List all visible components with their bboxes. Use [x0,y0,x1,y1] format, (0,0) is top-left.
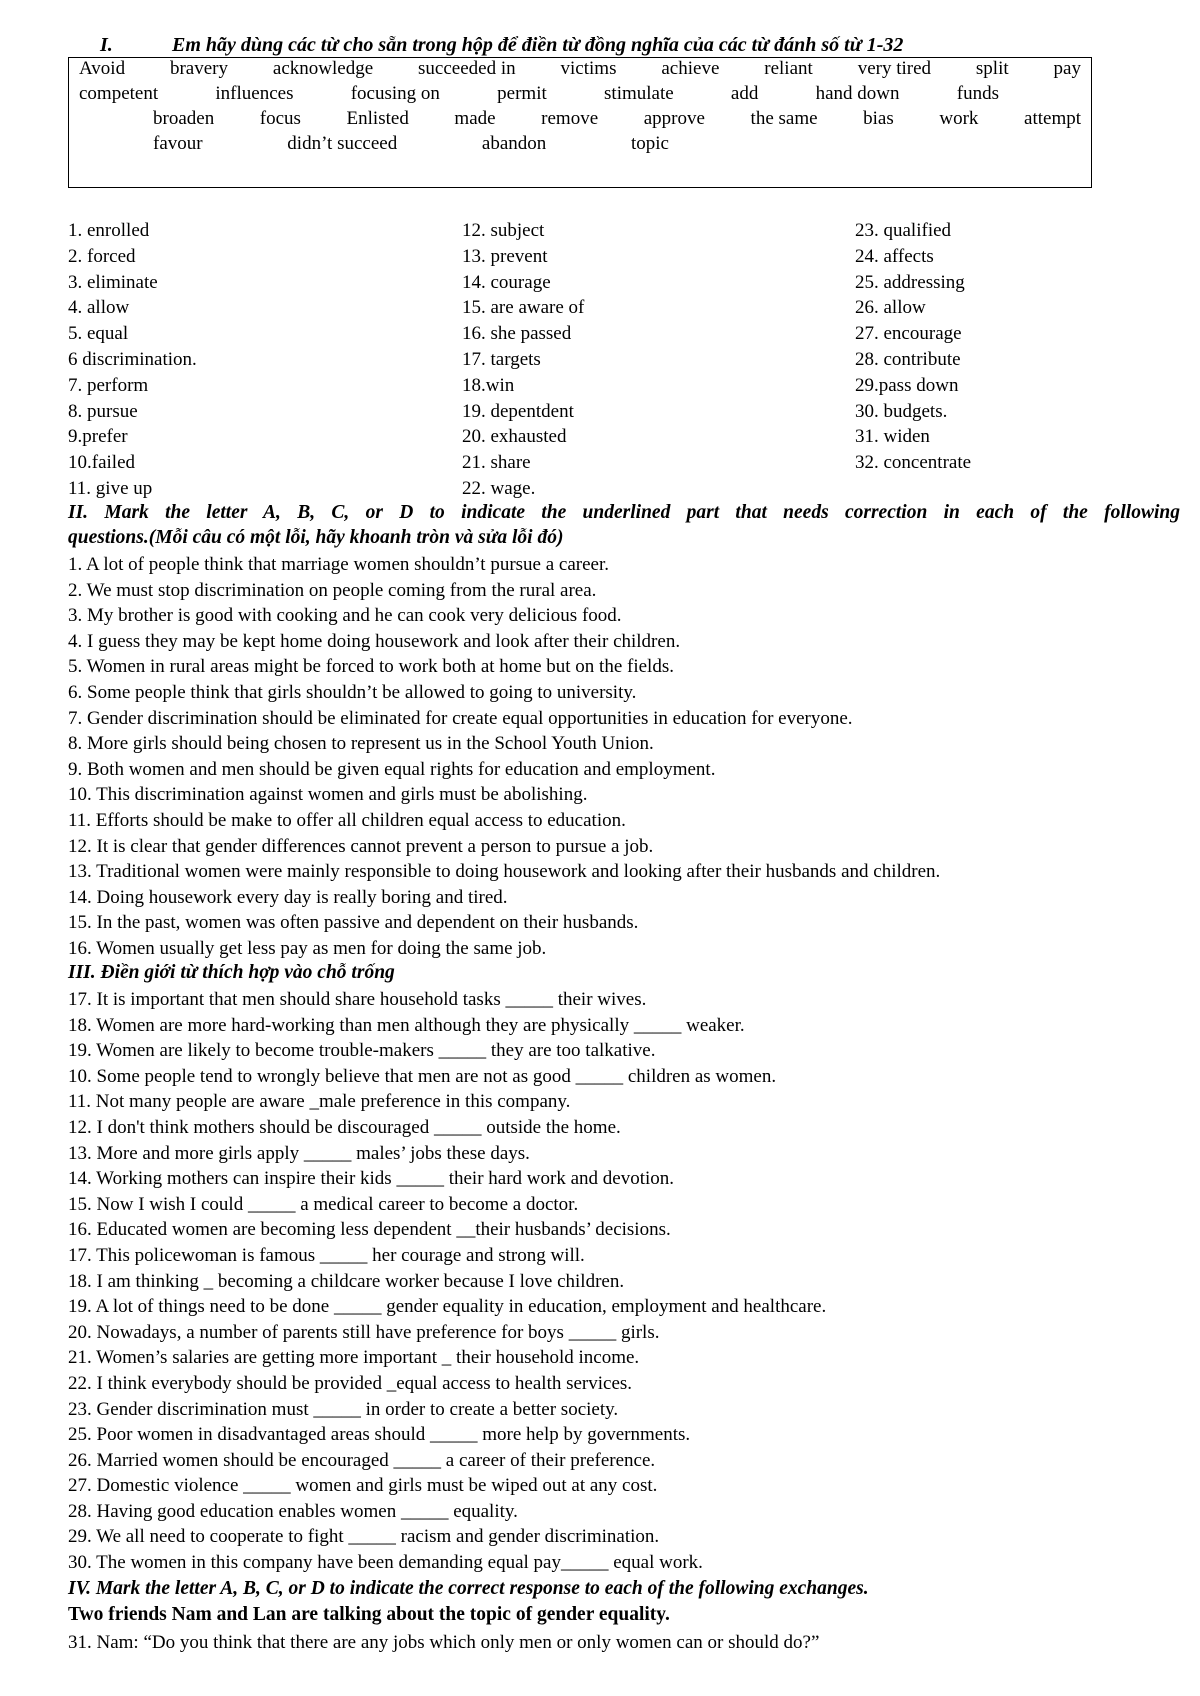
list-item: 2. We must stop discrimination on people coming from the rural area. [68,579,597,601]
list-item: 15. Now I wish I could _____ a medical career to become a doctor. [68,1193,579,1215]
list-item: 9.prefer [68,426,128,448]
list-item: 13. prevent [462,245,548,267]
list-item: 24. affects [855,245,934,267]
word-bank-item: made [454,108,496,129]
list-item: 3. My brother is good with cooking and he can cook very delicious food. [68,605,622,627]
list-item: 19. depentdent [462,400,574,422]
list-item: 23. qualified [855,220,952,241]
synonym-column-1 [68,218,197,502]
list-item: 32. concentrate [855,452,972,474]
list-item: 3. eliminate [68,271,158,293]
list-item: 17. It is important that men should share household tasks _____ their wives. [68,989,647,1010]
list-item: 10. Some people tend to wrongly believe that men are not as good _____ children as women. [68,1065,777,1087]
section-4-subtitle: Two friends Nam and Lan are talking about the topic of gender equality. [68,1604,670,1625]
word-bank-item: succeeded in [418,58,516,79]
section-2-title-line-2: questions.(Mỗi câu có một lỗi, hãy khoanh tròn và sửa lỗi đó) [68,527,564,548]
word-bank-item: abandon [481,133,547,154]
word-bank-item: Avoid [79,58,126,79]
list-item: 12. subject [462,220,545,241]
list-item: 7. perform [68,374,149,396]
list-item: 20. Nowadays, a number of parents still have preference for boys _____ girls. [68,1321,660,1343]
list-item: 11. give up [68,477,153,499]
word-bank-item: funds [956,83,999,104]
section-2-title-line-1: II. Mark the letter A, B, C, or D to indicate the underlined part that needs correction in each of the following [68,502,1180,523]
word-bank-item: split [975,58,1009,79]
section-3-list [68,987,826,1576]
list-item: 13. More and more girls apply _____ males’ jobs these days. [68,1142,530,1164]
word-bank-row-2 [79,83,999,105]
list-item: 16. Educated women are becoming less dependent __their husbands’ decisions. [68,1219,671,1241]
list-item: 20. exhausted [462,426,567,448]
list-item: 16. she passed [462,323,572,345]
word-bank-box [68,57,1092,188]
list-item: 6. Some people think that girls shouldn’t be allowed to going to university. [68,681,637,703]
section-2-list [68,552,940,962]
list-item: 30. budgets. [855,400,948,422]
list-item: 13. Traditional women were mainly responsible to doing housework and looking after their husbands and children. [68,861,941,883]
word-bank-item: work [939,108,979,129]
word-bank-item: Enlisted [346,108,409,129]
list-item: 12. It is clear that gender differences cannot prevent a person to pursue a job. [68,835,654,857]
word-bank-row-3 [153,108,1081,130]
section-4-title: IV. Mark the letter A, B, C, or D to indicate the correct response to each of the following exchanges. [68,1578,869,1599]
word-bank-item: broaden [153,108,215,129]
word-bank-item: pay [1053,58,1081,79]
list-item: 22. wage. [462,477,536,499]
list-item: 25. Poor women in disadvantaged areas should _____ more help by governments. [68,1424,691,1446]
list-item: 27. encourage [855,323,962,345]
list-item: 17. targets [462,348,541,370]
section-1-number: I. [100,34,113,56]
word-bank-item: remove [541,108,599,129]
list-item: 27. Domestic violence _____ women and girls must be wiped out at any cost. [68,1475,658,1497]
list-item: 28. Having good education enables women _____ equality. [68,1500,518,1522]
list-item: 5. Women in rural areas might be forced to work both at home but on the fields. [68,656,674,678]
synonym-column-2 [462,218,584,502]
section-3-title: III. Điền giới từ thích hợp vào chỗ trống [68,962,395,983]
word-bank-item: bravery [169,58,229,79]
list-item: 25. addressing [855,271,965,293]
word-bank-item: achieve [661,58,720,79]
list-item: 6 discrimination. [68,348,197,370]
list-item: 14. Doing housework every day is really boring and tired. [68,886,508,908]
word-bank-item: topic [631,133,669,154]
word-bank-item: the same [750,108,818,129]
word-bank-item: favour [153,133,203,154]
section-1-title [100,34,903,57]
word-bank-item: hand down [815,83,900,104]
list-item: 4. allow [68,297,130,319]
list-item: 11. Not many people are aware _male preference in this company. [68,1091,571,1113]
word-bank-item: very tired [857,58,932,79]
list-item: 31. Nam: “Do you think that there are any jobs which only men or only women can or should do?” [68,1632,820,1653]
word-bank-item: add [730,83,759,104]
list-item: 14. courage [462,271,551,293]
list-item: 1. A lot of people think that marriage women shouldn’t pursue a career. [68,554,610,575]
list-item: 31. widen [855,426,930,448]
list-item: 8. More girls should being chosen to represent us in the School Youth Union. [68,733,654,755]
word-bank-row-1 [79,58,1081,80]
list-item: 14. Working mothers can inspire their kids _____ their hard work and devotion. [68,1168,675,1190]
list-item: 29. We all need to cooperate to fight _____ racism and gender discrimination. [68,1526,660,1548]
list-item: 19. A lot of things need to be done _____ gender equality in education, employment and healthcare. [68,1296,827,1318]
word-bank-item: focusing on [350,83,440,104]
list-item: 15. are aware of [462,297,585,319]
synonym-column-3 [855,218,971,476]
word-bank-item: competent [79,83,159,104]
list-item: 22. I think everybody should be provided _equal access to health services. [68,1372,633,1394]
list-item: 4. I guess they may be kept home doing housework and look after their children. [68,630,681,652]
list-item: 17. This policewoman is famous _____ her courage and strong will. [68,1244,585,1266]
list-item: 15. In the past, women was often passive and dependent on their husbands. [68,912,639,934]
section-1-title-text: Em hãy dùng các từ cho sẵn trong hộp để điền từ đồng nghĩa của các từ đánh số từ 1-32 [172,34,904,56]
list-item: 30. The women in this company have been demanding equal pay_____ equal work. [68,1552,703,1574]
list-item: 12. I don't think mothers should be discouraged _____ outside the home. [68,1116,621,1138]
list-item: 8. pursue [68,400,138,422]
list-item: 19. Women are likely to become trouble-makers _____ they are too talkative. [68,1040,656,1062]
section-4-list [68,1630,819,1656]
word-bank-item: bias [863,108,894,129]
list-item: 18.win [462,374,515,396]
word-bank-item: influences [215,83,294,104]
list-item: 23. Gender discrimination must _____ in order to create a better society. [68,1398,619,1420]
word-bank-item: focus [259,108,301,129]
list-item: 1. enrolled [68,220,150,241]
list-item: 28. contribute [855,348,961,370]
list-item: 26. Married women should be encouraged _____ a career of their preference. [68,1449,656,1471]
word-bank-item: reliant [764,58,813,79]
word-bank-item: attempt [1024,108,1081,129]
word-bank-item: permit [497,83,547,104]
word-bank-item: stimulate [604,83,674,104]
word-bank-row-4 [153,133,669,155]
list-item: 2. forced [68,245,136,267]
list-item: 21. share [462,452,531,474]
word-bank-item: didn’t succeed [287,133,398,154]
list-item: 11. Efforts should be make to offer all children equal access to education. [68,809,626,831]
list-item: 18. I am thinking _ becoming a childcare worker because I love children. [68,1270,625,1292]
list-item: 16. Women usually get less pay as men for doing the same job. [68,937,547,959]
list-item: 21. Women’s salaries are getting more important _ their household income. [68,1347,640,1369]
list-item: 10. This discrimination against women and girls must be abolishing. [68,784,588,806]
list-item: 18. Women are more hard-working than men although they are physically _____ weaker. [68,1014,745,1036]
list-item: 26. allow [855,297,926,319]
list-item: 29.pass down [855,374,959,396]
list-item: 5. equal [68,323,129,345]
word-bank-item: approve [643,108,705,129]
word-bank-item: acknowledge [272,58,374,79]
list-item: 9. Both women and men should be given equal rights for education and employment. [68,758,716,780]
word-bank-item: victims [560,58,617,79]
list-item: 7. Gender discrimination should be eliminated for create equal opportunities in education for everyone. [68,707,853,729]
list-item: 10.failed [68,452,136,474]
